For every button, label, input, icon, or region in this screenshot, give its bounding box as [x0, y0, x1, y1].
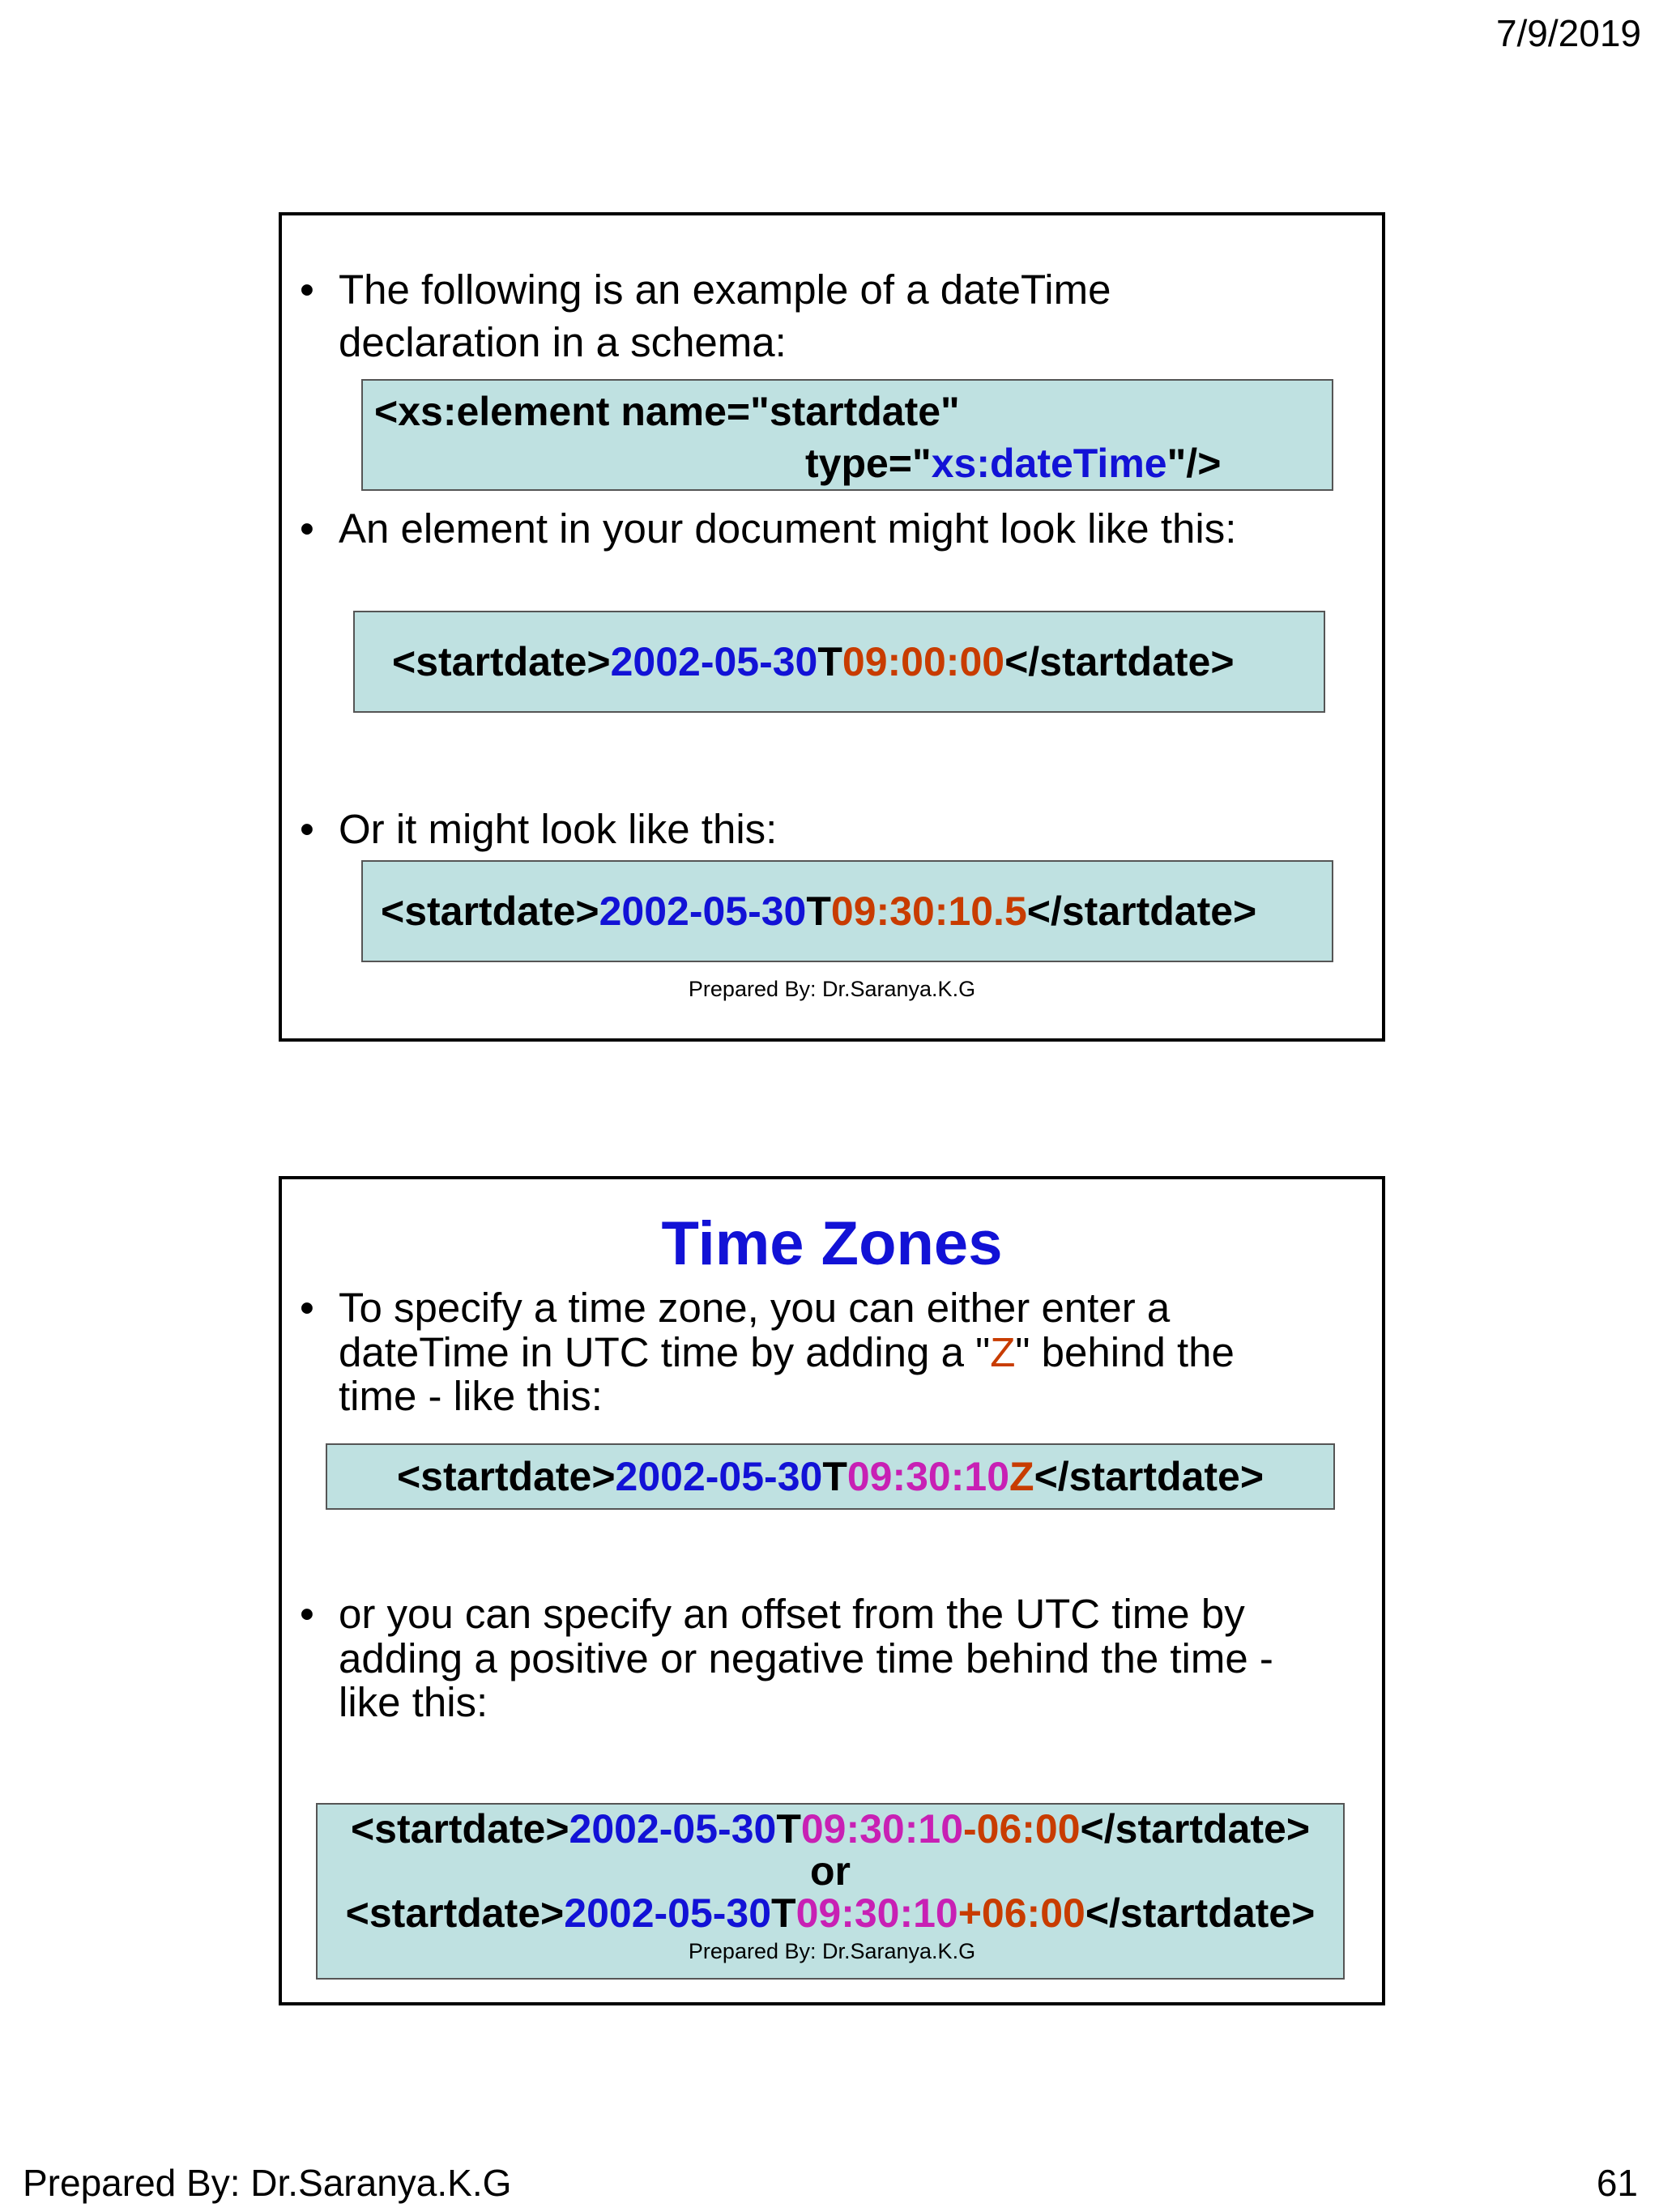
- slide-time-zones: [279, 1176, 1385, 2005]
- bullet-3: [300, 803, 1319, 856]
- offset-code-or: or: [810, 1848, 851, 1894]
- bullet-text: Or it might look like this:: [339, 806, 778, 852]
- offset-code-line-negative: <startdate>2002-05-30T09:30:10-06:00</startdate>: [350, 1806, 1311, 1852]
- slide-title: Time Zones: [661, 1209, 1003, 1278]
- slide-footer: Prepared By: Dr.Saranya.K.G: [688, 1939, 976, 1963]
- page-footer: Prepared By: Dr.Saranya.K.G: [23, 2162, 512, 2204]
- bullet-text-end: " behind the time - like this:: [339, 1328, 1235, 1420]
- element-code-box-1: <startdate>2002-05-30T09:00:00</startdate>: [353, 611, 1325, 713]
- bullet-text: or you can specify an offset from the UTC time by adding a positive or negative time behind the time - like this:: [339, 1591, 1273, 1726]
- utc-code-box: <startdate>2002-05-30T09:30:10Z</startdate>: [326, 1443, 1335, 1510]
- bullet-2: [300, 503, 1319, 556]
- bullet-offset: [300, 1591, 1319, 1726]
- bullet-text: The following is an example of a dateTime declaration in a schema:: [339, 266, 1111, 365]
- bullet-dot: •: [300, 1591, 314, 1637]
- schema-code-line-2: type="xs:dateTime"/>: [805, 441, 1222, 486]
- bullet-dot: •: [300, 266, 314, 313]
- z-marker: Z: [990, 1328, 1016, 1375]
- offset-code-line-positive: <startdate>2002-05-30T09:30:10+06:00</startdate>: [345, 1890, 1316, 1936]
- page-number: 61: [1596, 2162, 1638, 2204]
- schema-code-line-1: <xs:element name="startdate": [374, 389, 960, 434]
- schema-code-box: [361, 379, 1333, 491]
- bullet-dot: •: [300, 1285, 314, 1331]
- bullet-dot: •: [300, 505, 314, 552]
- slide-datetime-example: [279, 212, 1385, 1042]
- bullet-1: [300, 264, 1319, 369]
- bullet-dot: •: [300, 806, 314, 852]
- slide-footer: Prepared By: Dr.Saranya.K.G: [688, 977, 976, 1001]
- bullet-utc: [300, 1285, 1319, 1420]
- element-code-box-2: <startdate>2002-05-30T09:30:10.5</startdate>: [361, 860, 1333, 962]
- page-date: 7/9/2019: [1495, 12, 1641, 54]
- bullet-text: An element in your document might look like this:: [339, 505, 1237, 552]
- bullet-text: To specify a time zone, you can either enter a dateTime in UTC time by adding a ": [339, 1285, 1171, 1375]
